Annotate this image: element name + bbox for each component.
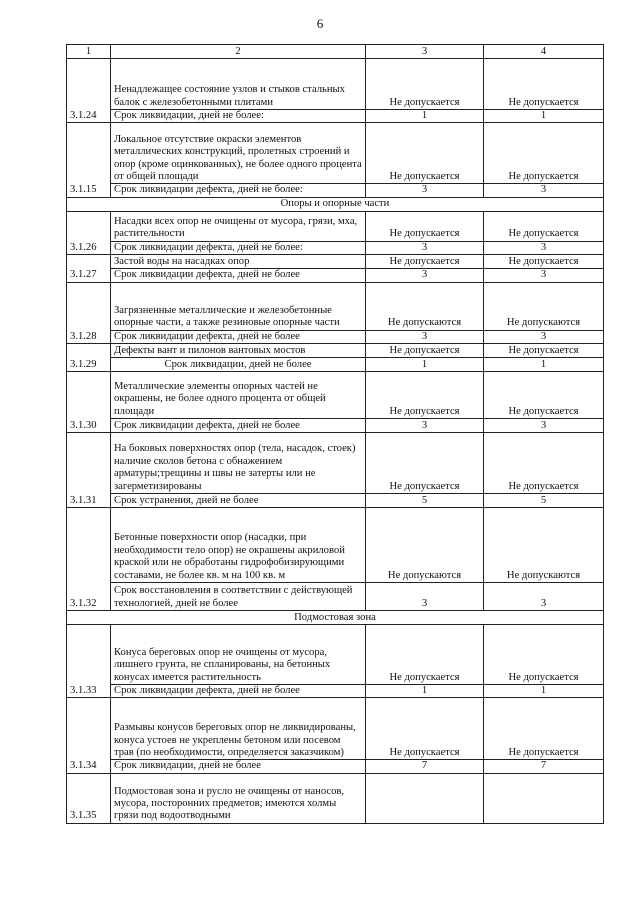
table-row <box>67 433 604 494</box>
row-value-col4: Не допускается <box>484 698 604 760</box>
table-row <box>67 372 604 419</box>
row-value-col3: Не допускается <box>366 433 484 494</box>
row-deadline-col4: 3 <box>484 419 604 433</box>
row-description: Загрязненные металлические и железобетонные опорные части, а также резиновые опорные части <box>111 282 366 330</box>
row-value-col3: Не допускается <box>366 344 484 358</box>
page-number: 6 <box>316 16 324 31</box>
section-row <box>67 197 604 211</box>
table-row <box>67 508 604 583</box>
row-description: Локальное отсутствие окраски элементов металлических конструкций, пролетных строений и опор (кроме оцинкованных), не более одного процента от общей площади <box>111 123 366 184</box>
table-row <box>67 773 604 823</box>
table-row <box>67 59 604 110</box>
row-deadline-label: Срок ликвидации дефекта, дней не более: <box>111 241 366 254</box>
row-deadline-col4: 3 <box>484 241 604 254</box>
row-deadline-label: Срок ликвидации дефекта, дней не более <box>111 419 366 433</box>
row-value-col3: Не допускается <box>366 255 484 269</box>
row-deadline-col4: 3 <box>484 330 604 343</box>
table-row-deadline <box>67 583 604 611</box>
section-title: Опоры и опорные части <box>67 197 604 211</box>
row-deadline-label: Срок ликвидации дефекта, дней не более <box>111 330 366 343</box>
table-row-deadline <box>67 110 604 123</box>
row-description: Металлические элементы опорных частей не окрашены, не более одного процента от общей площади <box>111 372 366 419</box>
header-cell-2: 2 <box>111 45 366 59</box>
table-row <box>67 211 604 241</box>
row-deadline-col4: 1 <box>484 110 604 123</box>
table-row-deadline <box>67 760 604 773</box>
row-deadline-col3: 3 <box>366 241 484 254</box>
table-row-deadline <box>67 330 604 343</box>
row-number: 3.1.34 <box>67 698 111 773</box>
row-number: 3.1.15 <box>67 123 111 197</box>
table-row-deadline <box>67 685 604 698</box>
row-deadline-col4: 1 <box>484 358 604 372</box>
row-value-col4: Не допускается <box>484 123 604 184</box>
row-description: Насадки всех опор не очищены от мусора, грязи, мха, растительности <box>111 211 366 241</box>
table-row <box>67 625 604 685</box>
table-row-deadline <box>67 269 604 282</box>
table-row-deadline <box>67 241 604 254</box>
row-description: Размывы конусов береговых опор не ликвидированы, конуса устоев не укреплены бетоном или посевом трав (по необходимости, определяется заказчиком) <box>111 698 366 760</box>
row-deadline-col3: 1 <box>366 358 484 372</box>
row-value-col4 <box>484 773 604 823</box>
table-row <box>67 344 604 358</box>
row-description: Дефекты вант и пилонов вантовых мостов <box>111 344 366 358</box>
row-deadline-label: Срок устранения, дней не более <box>111 494 366 508</box>
row-number: 3.1.26 <box>67 211 111 254</box>
row-value-col4: Не допускаются <box>484 508 604 583</box>
row-deadline-label: Срок ликвидации дефекта, дней не более <box>111 685 366 698</box>
row-value-col3: Не допускается <box>366 625 484 685</box>
row-deadline-col4: 3 <box>484 583 604 611</box>
header-cell-1: 1 <box>67 45 111 59</box>
row-number: 3.1.32 <box>67 508 111 611</box>
row-description: Конуса береговых опор не очищены от мусора, лишнего грунта, не спланированы, на бетонных конусах имеется растительность <box>111 625 366 685</box>
row-deadline-label: Срок ликвидации дефекта, дней не более <box>111 269 366 282</box>
row-value-col3: Не допускается <box>366 123 484 184</box>
row-value-col3: Не допускается <box>366 372 484 419</box>
requirements-table <box>66 44 604 824</box>
row-deadline-col3: 3 <box>366 184 484 197</box>
row-value-col4: Не допускается <box>484 59 604 110</box>
section-title: Подмостовая зона <box>67 611 604 625</box>
row-value-col3 <box>366 773 484 823</box>
row-description: Подмостовая зона и русло не очищены от наносов, мусора, посторонних предметов; имеются холмы грязи под водоотводными <box>111 773 366 823</box>
row-value-col4: Не допускаются <box>484 282 604 330</box>
table-row <box>67 698 604 760</box>
row-value-col4: Не допускается <box>484 372 604 419</box>
row-number: 3.1.30 <box>67 372 111 433</box>
row-number: 3.1.24 <box>67 59 111 123</box>
row-deadline-col3: 3 <box>366 583 484 611</box>
row-deadline-label: Срок ликвидации, дней не более <box>111 358 366 372</box>
row-deadline-col3: 3 <box>366 419 484 433</box>
row-deadline-col3: 1 <box>366 110 484 123</box>
row-value-col3: Не допускается <box>366 59 484 110</box>
row-deadline-col4: 7 <box>484 760 604 773</box>
row-value-col4: Не допускается <box>484 344 604 358</box>
row-number: 3.1.31 <box>67 433 111 508</box>
row-value-col3: Не допускается <box>366 698 484 760</box>
row-deadline-col3: 3 <box>366 330 484 343</box>
header-cell-3: 3 <box>366 45 484 59</box>
row-description: Застой воды на насадках опор <box>111 255 366 269</box>
row-deadline-label: Срок ликвидации дефекта, дней не более: <box>111 184 366 197</box>
row-value-col4: Не допускается <box>484 433 604 494</box>
table-header-row <box>67 45 604 59</box>
row-description: На боковых поверхностях опор (тела, насадок, стоек) наличие сколов бетона с обнажением арматуры;трещины и швы не затерты или не загерметизированы <box>111 433 366 494</box>
row-value-col3: Не допускаются <box>366 282 484 330</box>
row-number: 3.1.33 <box>67 625 111 698</box>
table-row <box>67 282 604 330</box>
table-row-deadline <box>67 358 604 372</box>
table-row-deadline <box>67 494 604 508</box>
table-row <box>67 123 604 184</box>
row-value-col3: Не допускается <box>366 211 484 241</box>
table-row-deadline <box>67 184 604 197</box>
row-deadline-col4: 3 <box>484 184 604 197</box>
row-number: 3.1.27 <box>67 255 111 282</box>
row-number: 3.1.35 <box>67 773 111 823</box>
row-value-col4: Не допускается <box>484 211 604 241</box>
row-deadline-label: Срок ликвидации, дней не более <box>111 760 366 773</box>
row-value-col4: Не допускается <box>484 625 604 685</box>
table-row <box>67 255 604 269</box>
row-number: 3.1.29 <box>67 344 111 372</box>
row-description: Ненадлежащее состояние узлов и стыков стальных балок с железобетонными плитами <box>111 59 366 110</box>
row-number: 3.1.28 <box>67 282 111 343</box>
row-deadline-col3: 1 <box>366 685 484 698</box>
row-description: Бетонные поверхности опор (насадки, при необходимости тело опор) не окрашены акриловой краской или не обработаны гидрофобизирующими составами, не более кв. м на 100 кв. м <box>111 508 366 583</box>
row-deadline-col3: 5 <box>366 494 484 508</box>
row-deadline-col4: 1 <box>484 685 604 698</box>
row-deadline-col4: 3 <box>484 269 604 282</box>
table-row-deadline <box>67 419 604 433</box>
section-row <box>67 611 604 625</box>
row-deadline-label: Срок восстановления в соответствии с действующей технологией, дней не более <box>111 583 366 611</box>
header-cell-4: 4 <box>484 45 604 59</box>
row-deadline-col3: 3 <box>366 269 484 282</box>
row-deadline-label: Срок ликвидации, дней не более: <box>111 110 366 123</box>
row-deadline-col3: 7 <box>366 760 484 773</box>
row-deadline-col4: 5 <box>484 494 604 508</box>
row-value-col3: Не допускаются <box>366 508 484 583</box>
row-value-col4: Не допускается <box>484 255 604 269</box>
